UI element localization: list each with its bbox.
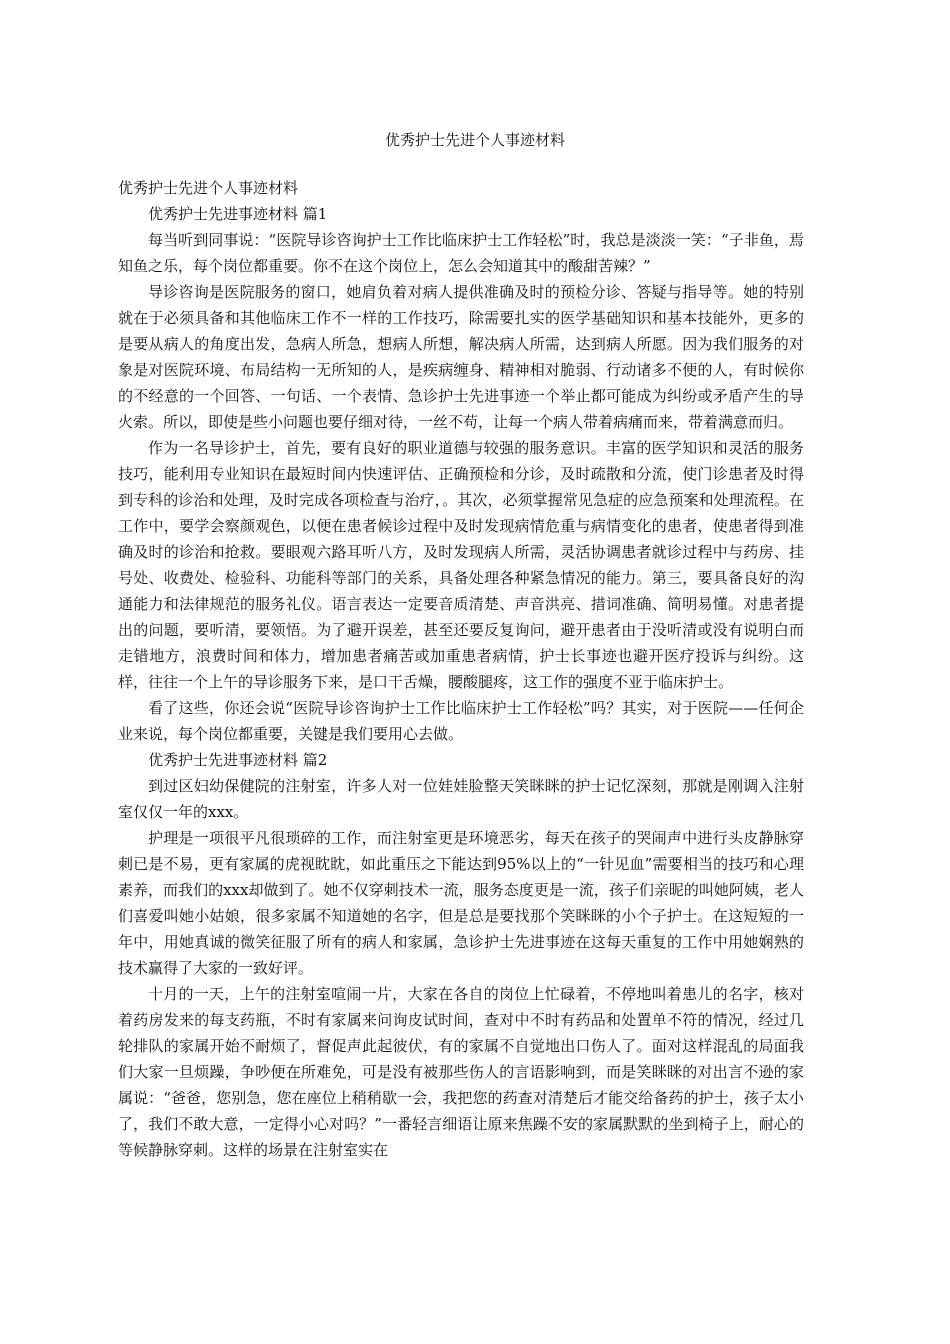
paragraph: 护理是一项很平凡很琐碎的工作，而注射室更是环境恶劣，每天在孩子的哭闹声中进行头皮静脉穿刺已是不易，更有家属的虎视眈眈，如此重压之下能达到95%以上的“一针见血”需要相当的技巧和心理素养，而我们的xxx却做到了。她不仅穿刺技术一流，服务态度更是一流，孩子们亲昵的叫她阿姨，老人们喜爱叫她小姑娘，很多家属不知道她的名字，但是总是要找那个笑眯眯的小个子护士。在这短短的一年中，用她真诚的微笑征服了所有的病人和家属，急诊护士先进事迹在这每天重复的工作中用她娴熟的技术赢得了大家的一致好评。	[118, 829, 804, 977]
document-title: 优秀护士先进个人事迹材料	[384, 131, 565, 149]
section-heading: 优秀护士先进事迹材料 篇1	[148, 205, 328, 223]
paragraph: 作为一名导诊护士，首先，要有良好的职业道德与较强的服务意识。丰富的医学知识和灵活的服务技巧，能利用专业知识在最短时间内快速评估、正确预检和分诊，及时疏散和分流，使门诊患者及时得到专科的诊治和处理，及时完成各项检查与治疗，。其次，必须掌握常见急症的应急预案和处理流程。在工作中，要学会察颜观色，以便在患者候诊过程中及时发现病情危重与病情变化的患者，使患者得到准确及时的诊治和抢救。要眼观六路耳听八方，及时发现病人所需，灵活协调患者就诊过程中与药房、挂号处、收费处、检验科、功能科等部门的关系，具备处理各种紧急情况的能力。第三，要具备良好的沟通能力和法律规范的服务礼仪。语言表达一定要音质清楚、声音洪亮、措词准确、简明易懂。对患者提出的问题，要听清，要领悟。为了避开误差，甚至还要反复询问，避开患者由于没听清或没有说明白而走错地方，浪费时间和体力，增加患者痛苦或加重患者病情，护士长事迹也避开医疗投诉与纠纷。这样，往往一个上午的导诊服务下来，是口干舌燥，腰酸腿疼，这工作的强度不亚于临床护士。	[118, 439, 804, 691]
paragraph: 导诊咨询是医院服务的窗口，她肩负着对病人提供准确及时的预检分诊、答疑与指导等。她的特别就在于必须具备和其他临床工作不一样的工作技巧，除需要扎实的医学基础知识和基本技能外，更多的是要从病人的角度出发，急病人所急，想病人所想，解决病人所需，达到病人所愿。因为我们服务的对象是对医院环境、布局结构一无所知的人，是疾病缠身、精神相对脆弱、行动诸多不便的人，有时候你的不经意的一个回答、一句话、一个表情、急诊护士先进事迹一个举止都可能成为纠纷或矛盾产生的导火索。所以，即使是些小问题也要仔细对待，一丝不苟，让每一个病人带着病痛而来，带着满意而归。	[118, 283, 804, 431]
section-heading: 优秀护士先进事迹材料 篇2	[148, 751, 328, 769]
document-body	[118, 175, 804, 1163]
paragraph: 每当听到同事说：“医院导诊咨询护士工作比临床护士工作轻松”时，我总是淡淡一笑：“子非鱼，焉知鱼之乐，每个岗位都重要。你不在这个岗位上，怎么会知道其中的酸甜苦辣？”	[118, 231, 804, 275]
document-heading: 优秀护士先进个人事迹材料	[118, 179, 299, 197]
paragraph: 到过区妇幼保健院的注射室，许多人对一位娃娃脸整天笑眯眯的护士记忆深刻，那就是刚调入注射室仅仅一年的xxx。	[118, 777, 804, 821]
paragraph: 看了这些，你还会说“医院导诊咨询护士工作比临床护士工作轻松”吗？其实，对于医院——任何企业来说，每个岗位都重要，关键是我们要用心去做。	[118, 699, 804, 743]
paragraph: 十月的一天，上午的注射室喧闹一片，大家在各自的岗位上忙碌着，不停地叫着患儿的名字，核对着药房发来的每支药瓶，不时有家属来问询皮试时间，查对中不时有药品和处置单不符的情况，经过几轮排队的家属开始不耐烦了，督促声此起彼伏，有的家属不自觉地出口伤人了。面对这样混乱的局面我们大家一旦烦躁，争吵便在所难免，可是没有被那些伤人的言语影响到，而是笑眯眯的对出言不逊的家属说：“爸爸，您别急，您在座位上稍稍歇一会，我把您的药查对清楚后才能交给备药的护士，孩子太小了，我们不敢大意，一定得小心对吗？”一番轻言细语让原来焦躁不安的家属默默的坐到椅子上，耐心的等候静脉穿刺。这样的场景在注射室实在	[118, 985, 804, 1159]
